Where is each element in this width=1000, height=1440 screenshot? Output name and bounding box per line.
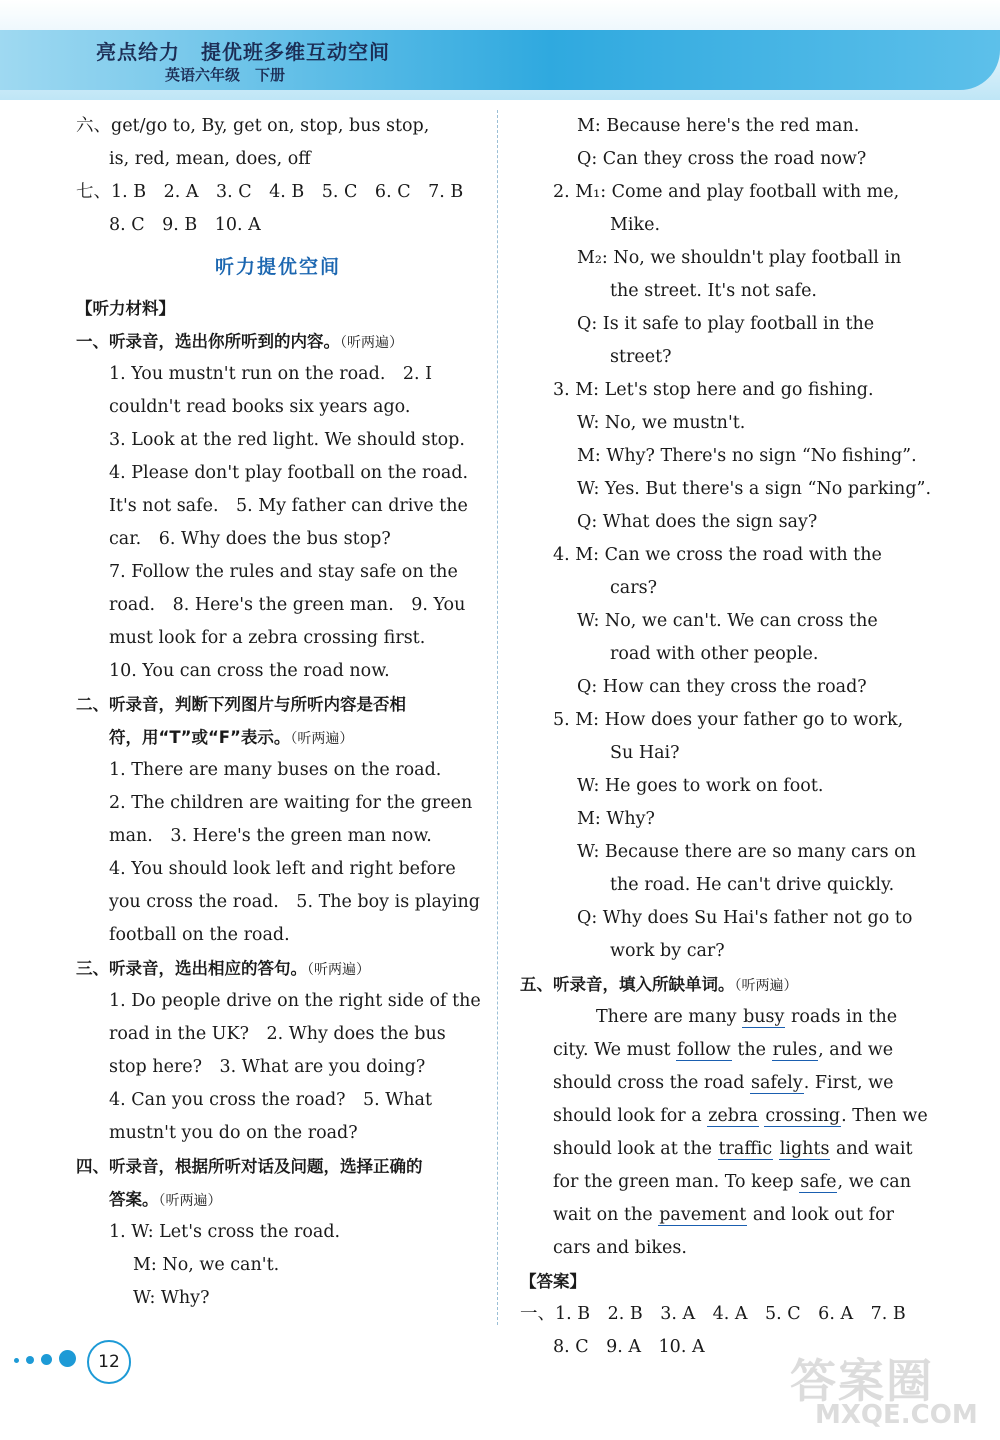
- s5-passage-line: wait on the pavement and look out for: [553, 1205, 894, 1225]
- s5-passage-line: should look for a zebra crossing. Then we: [553, 1106, 928, 1126]
- dialog2-line: M₂: No, we shouldn't play football in: [577, 248, 902, 268]
- s2-line: football on the road.: [109, 925, 290, 945]
- s2-line: man. 3. Here's the green man now.: [109, 826, 432, 846]
- page-header: [0, 0, 1000, 100]
- s1-line: car. 6. Why does the bus stop?: [109, 529, 391, 549]
- dialog3-line: Q: What does the sign say?: [577, 512, 818, 532]
- s5-passage-line: should look at the traffic lights and wait: [553, 1139, 913, 1159]
- s5-passage-line: cars and bikes.: [553, 1238, 687, 1258]
- s2-heading-1: 二、听录音，判断下列图片与所听内容是否相: [76, 695, 406, 714]
- dialog4-line: 4. M: Can we cross the road with the: [553, 545, 882, 565]
- s3-line: 4. Can you cross the road? 5. What: [109, 1090, 433, 1110]
- right-column: [520, 110, 932, 1364]
- s4-line: M: No, we can't.: [133, 1255, 280, 1275]
- s5-heading: 五、听录音，填入所缺单词。（听两遍）: [520, 975, 798, 994]
- s1-note: （听两遍）: [340, 335, 403, 351]
- answer-seven-line1: 七、1. B 2. A 3. C 4. B 5. C 6. C 7. B: [76, 182, 464, 202]
- s1-line: 1. You mustn't run on the road. 2. I: [109, 364, 433, 384]
- materials-label: 【听力材料】: [76, 299, 175, 318]
- dialog3-line: 3. M: Let's stop here and go fishing.: [553, 380, 874, 400]
- dialog5-line: Q: Why does Su Hai's father not go to: [577, 908, 913, 928]
- s4-line: W: Why?: [133, 1288, 210, 1308]
- dot-decoration: [14, 1358, 19, 1363]
- answer-label: 【答案】: [520, 1272, 586, 1291]
- watermark-url: MXQE.COM: [815, 1400, 978, 1430]
- dialog5-line: the road. He can't drive quickly.: [610, 875, 895, 895]
- dialog4-line: W: No, we can't. We can cross the: [577, 611, 878, 631]
- header-title: 亮点给力 提优班多维互动空间: [96, 40, 390, 64]
- dialog4-line: Q: How can they cross the road?: [577, 677, 867, 697]
- dialog1-line: M: Because here's the red man.: [577, 116, 860, 136]
- watermark-logo: 答案圈: [790, 1354, 934, 1408]
- s1-line: 4. Please don't play football on the road.: [109, 463, 469, 483]
- s2-heading-2: 符，用“T”或“F”表示。（听两遍）: [109, 728, 354, 747]
- dialog4-line: road with other people.: [610, 644, 819, 664]
- s5-passage-line: city. We must follow the rules, and we: [553, 1040, 894, 1060]
- s3-line: 1. Do people drive on the right side of the: [109, 991, 481, 1011]
- blank-word: lights: [779, 1139, 830, 1159]
- dialog2-line: Mike.: [610, 215, 661, 235]
- blank-word: pavement: [659, 1205, 747, 1225]
- dialog5-line: W: Because there are so many cars on: [577, 842, 916, 862]
- dot-decoration: [26, 1356, 34, 1364]
- dialog4-line: cars?: [610, 578, 657, 598]
- column-divider: [497, 110, 498, 1325]
- answer-seven-line2: 8. C 9. B 10. A: [109, 215, 261, 235]
- dialog1-line: Q: Can they cross the road now?: [577, 149, 867, 169]
- blank-word: safe: [800, 1172, 837, 1192]
- dialog3-line: W: Yes. But there's a sign “No parking”.: [577, 479, 932, 499]
- header-subtitle: 英语六年级 下册: [165, 66, 286, 84]
- s1-line: couldn't read books six years ago.: [109, 397, 411, 417]
- blank-word: rules: [772, 1040, 818, 1060]
- s4-heading-1: 四、听录音，根据所听对话及问题，选择正确的: [76, 1157, 423, 1176]
- s1-line: must look for a zebra crossing first.: [109, 628, 426, 648]
- dialog5-line: W: He goes to work on foot.: [577, 776, 824, 796]
- blank-word: crossing: [765, 1106, 841, 1126]
- s3-heading: 三、听录音，选出相应的答句。（听两遍）: [76, 959, 370, 978]
- dialog2-line: 2. M₁: Come and play football with me,: [553, 182, 900, 202]
- dialog3-line: W: No, we mustn't.: [577, 413, 746, 433]
- blank-word: safely: [750, 1073, 803, 1093]
- s4-heading-2: 答案。（听两遍）: [109, 1190, 222, 1209]
- s4-line: 1. W: Let's cross the road.: [109, 1222, 341, 1242]
- s3-line: road in the UK? 2. Why does the bus: [109, 1024, 446, 1044]
- s1-line: road. 8. Here's the green man. 9. You: [109, 595, 466, 615]
- s2-line: 2. The children are waiting for the green: [109, 793, 473, 813]
- page-number: 12: [87, 1340, 131, 1384]
- section-title: 听力提优空间: [214, 256, 341, 278]
- blank-word: busy: [743, 1007, 785, 1027]
- s2-note: （听两遍）: [290, 731, 354, 747]
- s2-line: 4. You should look left and right before: [109, 859, 456, 879]
- dialog2-line: Q: Is it safe to play football in the: [577, 314, 875, 334]
- dialog2-line: street?: [610, 347, 672, 367]
- answer-six-line1: 六、get/go to, By, get on, stop, bus stop,: [76, 116, 430, 136]
- blank-word: traffic: [718, 1139, 773, 1159]
- s5-passage-line: for the green man. To keep safe, we can: [553, 1172, 911, 1192]
- dialog5-line: 5. M: How does your father go to work,: [553, 710, 904, 730]
- s3-line: stop here? 3. What are you doing?: [109, 1057, 426, 1077]
- blank-word: zebra: [708, 1106, 758, 1126]
- s1-line: 7. Follow the rules and stay safe on the: [109, 562, 458, 582]
- s1-heading: 一、听录音，选出你所听到的内容。（听两遍）: [76, 332, 403, 351]
- s5-passage-line: There are many busy roads in the: [596, 1007, 898, 1027]
- blank-word: follow: [677, 1040, 731, 1060]
- s1-line: It's not safe. 5. My father can drive the: [109, 496, 468, 516]
- s3-line: mustn't you do on the road?: [109, 1123, 358, 1143]
- answer-line2: 8. C 9. A 10. A: [553, 1337, 705, 1357]
- s5-note: （听两遍）: [734, 978, 798, 994]
- dot-decoration: [59, 1350, 76, 1367]
- dialog5-line: M: Why?: [577, 809, 655, 829]
- s1-line: 3. Look at the red light. We should stop.: [109, 430, 465, 450]
- dialog2-line: the street. It's not safe.: [610, 281, 817, 301]
- s2-line: 1. There are many buses on the road.: [109, 760, 442, 780]
- answer-line1: 一、1. B 2. B 3. A 4. A 5. C 6. A 7. B: [520, 1304, 906, 1324]
- dialog5-line: work by car?: [610, 941, 725, 961]
- s3-note: （听两遍）: [307, 962, 370, 978]
- s2-line: you cross the road. 5. The boy is playing: [109, 892, 480, 912]
- left-column: [76, 110, 480, 1315]
- s5-passage-line: should cross the road safely. First, we: [553, 1073, 894, 1093]
- s4-note: （听两遍）: [158, 1193, 222, 1209]
- dialog3-line: M: Why? There's no sign “No fishing”.: [577, 446, 917, 466]
- dot-decoration: [41, 1354, 52, 1365]
- dialog5-line: Su Hai?: [610, 743, 680, 763]
- s1-line: 10. You can cross the road now.: [109, 661, 390, 681]
- answer-six-line2: is, red, mean, does, off: [109, 149, 311, 169]
